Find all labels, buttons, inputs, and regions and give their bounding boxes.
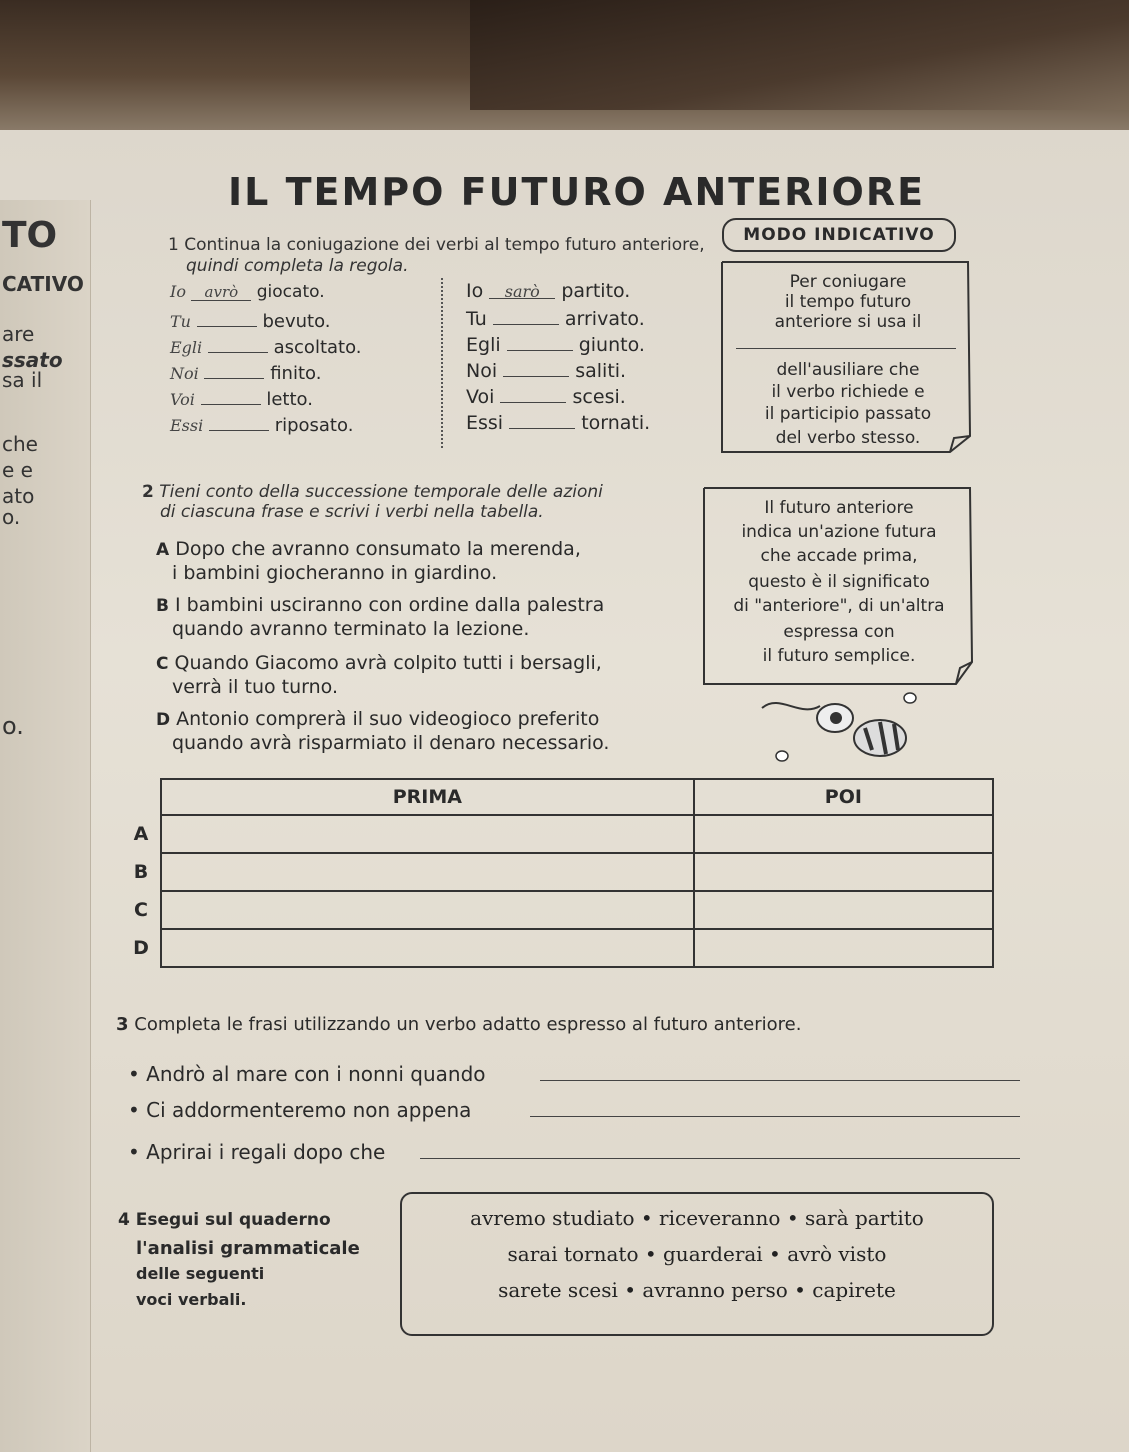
info-line: indica un'azione futura (741, 522, 937, 542)
conjugation-row (466, 306, 645, 330)
margin-text: o. (2, 712, 24, 740)
answer-blank[interactable] (197, 308, 257, 327)
answer-blank[interactable] (204, 360, 264, 379)
row-label: D (133, 937, 149, 959)
margin-text: e e (2, 458, 33, 482)
prima-cell[interactable] (161, 853, 694, 891)
exercise2-instruction: 2 Tieni conto della successione temporale delle azioni (142, 482, 603, 502)
conjugation-subject: Tu (170, 312, 191, 331)
conjugation-subject: Voi (170, 390, 195, 409)
sentence-letter: C (156, 654, 169, 674)
exercise4-instruction-2: l'analisi grammaticale (136, 1238, 360, 1259)
info-line: che accade prima, (760, 546, 918, 566)
answer-blank[interactable] (208, 334, 268, 353)
handwritten-answer: sarò (504, 282, 540, 301)
sentence-line (156, 708, 599, 730)
answer-blank[interactable] (503, 358, 569, 377)
rule-line: anteriore si usa il (774, 312, 922, 332)
sentence-text: Antonio comprerà il suo videogioco preferito (176, 708, 600, 730)
table-row (122, 815, 993, 853)
row-label: A (133, 823, 149, 845)
conjugation-row (170, 360, 321, 384)
sentence-letter: D (156, 710, 171, 730)
conjugation-participle: scesi. (572, 386, 626, 408)
completion-blank[interactable] (420, 1158, 1020, 1159)
conjugation-row (466, 358, 626, 382)
conjugation-row (170, 386, 313, 410)
conjugation-participle: bevuto. (262, 311, 331, 332)
conjugation-participle: giocato. (256, 282, 325, 302)
answer-blank[interactable] (209, 412, 269, 431)
completion-blank[interactable] (540, 1080, 1020, 1081)
answer-blank[interactable] (500, 384, 566, 403)
conjugation-subject: Voi (466, 386, 495, 408)
info-line: questo è il significato (748, 572, 930, 592)
exercise1-instruction-2: quindi completa la regola. (186, 256, 409, 276)
table-header-prima: PRIMA (161, 779, 694, 815)
conjugation-row (466, 410, 650, 434)
info-line: il futuro semplice. (762, 646, 916, 666)
margin-text: are (2, 322, 35, 346)
margin-text: TO (2, 215, 58, 256)
poi-cell[interactable] (694, 929, 993, 967)
conjugation-subject: Essi (466, 412, 504, 434)
margin-text: o. (2, 505, 21, 529)
sentence-line: quando avranno terminato la lezione. (172, 618, 530, 640)
poi-cell[interactable] (694, 815, 993, 853)
row-label: B (133, 861, 149, 883)
conjugation-subject: Essi (170, 416, 204, 435)
rule-line: del verbo stesso. (775, 428, 921, 448)
table-row (122, 853, 993, 891)
conjugation-participle: finito. (270, 363, 322, 384)
margin-text: sa il (2, 368, 43, 392)
poi-cell[interactable] (694, 891, 993, 929)
answer-blank[interactable] (191, 282, 251, 301)
conjugation-participle: ascoltato. (273, 337, 362, 358)
completion-text: Aprirai i regali dopo che (146, 1140, 386, 1164)
answer-blank[interactable] (509, 410, 575, 429)
background-book (470, 0, 1129, 110)
sentence-text: Quando Giacomo avrà colpito tutti i bersagli, (174, 652, 602, 674)
verbal-forms-box (400, 1192, 994, 1336)
rule-line: dell'ausiliare che (776, 360, 920, 380)
verbal-forms-line: sarai tornato • guarderai • avrò visto (507, 1242, 887, 1266)
completion-text: Ci addormenteremo non appena (146, 1098, 472, 1122)
completion-item: • Ci addormenteremo non appena (128, 1098, 472, 1122)
exercise-number: 3 (116, 1014, 129, 1035)
bees-illustration-icon (760, 688, 930, 768)
completion-blank[interactable] (530, 1116, 1020, 1117)
mode-badge: MODO INDICATIVO (722, 218, 956, 252)
poi-cell[interactable] (694, 853, 993, 891)
conjugation-row (170, 334, 362, 358)
completion-text: Andrò al mare con i nonni quando (146, 1062, 486, 1086)
exercise3-instruction: 3 Completa le frasi utilizzando un verbo adatto espresso al futuro anteriore. (116, 1014, 802, 1035)
sentence-letter: B (156, 596, 169, 616)
conjugation-participle: letto. (266, 389, 313, 410)
column-divider (441, 278, 443, 448)
conjugation-row (466, 280, 630, 302)
conjugation-subject: Io (170, 282, 186, 301)
rule-line: il verbo richiede e (771, 382, 925, 402)
table-header-poi: POI (694, 779, 993, 815)
answer-blank[interactable] (507, 332, 573, 351)
conjugation-row (466, 332, 645, 356)
info-line: di "anteriore", di un'altra (733, 596, 945, 616)
info-line: espressa con (783, 622, 895, 642)
conjugation-subject: Tu (466, 308, 487, 330)
rule-line: Per coniugare (789, 272, 907, 292)
sentence-text: Dopo che avranno consumato la merenda, (175, 538, 581, 560)
conjugation-row (170, 412, 353, 436)
margin-text: CATIVO (2, 272, 84, 296)
prima-poi-table (122, 778, 994, 968)
margin-text: che (2, 432, 38, 456)
prima-cell[interactable] (161, 815, 694, 853)
conjugation-subject: Io (466, 280, 484, 302)
sentence-line (156, 652, 602, 674)
conjugation-participle: partito. (561, 280, 631, 302)
page-title: IL TEMPO FUTURO ANTERIORE (228, 170, 926, 214)
conjugation-participle: arrivato. (564, 308, 645, 330)
conjugation-subject: Noi (170, 364, 199, 383)
rule-box-border (718, 258, 976, 458)
prima-cell[interactable] (161, 929, 694, 967)
conjugation-participle: saliti. (575, 360, 627, 382)
exercise-number: 4 (118, 1210, 130, 1230)
conjugation-subject: Egli (466, 334, 501, 356)
margin-text: ato (2, 484, 35, 508)
sentence-line: quando avrà risparmiato il denaro necessario. (172, 732, 610, 754)
sentence-letter: A (156, 540, 170, 560)
completion-item: • Aprirai i regali dopo che (128, 1140, 386, 1164)
exercise-number: 1 (168, 235, 179, 255)
prima-cell[interactable] (161, 891, 694, 929)
exercise4-instruction-4: voci verbali. (136, 1290, 247, 1309)
answer-blank[interactable] (201, 386, 261, 405)
row-label: C (134, 899, 148, 921)
verbal-forms-line: avremo studiato • riceveranno • sarà partito (470, 1206, 924, 1230)
sentence-line: i bambini giocheranno in giardino. (172, 562, 498, 584)
rule-line: il participio passato (764, 404, 932, 424)
conjugation-subject: Noi (466, 360, 498, 382)
completion-item: • Andrò al mare con i nonni quando (128, 1062, 486, 1086)
conjugation-participle: riposato. (274, 415, 354, 436)
answer-blank[interactable] (489, 280, 555, 299)
conjugation-participle: tornati. (581, 412, 651, 434)
sentence-text: I bambini usciranno con ordine dalla palestra (175, 594, 605, 616)
exercise1-instruction: 1 Continua la coniugazione dei verbi al tempo futuro anteriore, (168, 235, 705, 255)
exercise2-instruction-2: di ciascuna frase e scrivi i verbi nella tabella. (160, 502, 544, 522)
margin-text: ssato (2, 348, 63, 372)
conjugation-row (170, 308, 331, 332)
sentence-line: verrà il tuo turno. (172, 676, 338, 698)
conjugation-row (466, 384, 626, 408)
exercise4-instruction-3: delle seguenti (136, 1264, 265, 1283)
handwritten-answer: avrò (204, 283, 239, 301)
sentence-line (156, 538, 581, 560)
info-line: Il futuro anteriore (764, 498, 914, 518)
exercise4-instruction: 4 Esegui sul quaderno (118, 1210, 331, 1230)
exercise-number: 2 (142, 482, 154, 502)
info-box (704, 488, 974, 684)
answer-blank[interactable] (493, 306, 559, 325)
table-row (122, 929, 993, 967)
sentence-line (156, 594, 604, 616)
conjugation-participle: giunto. (578, 334, 645, 356)
rule-line: il tempo futuro (784, 292, 912, 312)
table-row (122, 891, 993, 929)
verbal-forms-line: sarete scesi • avranno perso • capirete (498, 1278, 896, 1302)
conjugation-subject: Egli (170, 338, 203, 357)
conjugation-row (170, 282, 325, 302)
